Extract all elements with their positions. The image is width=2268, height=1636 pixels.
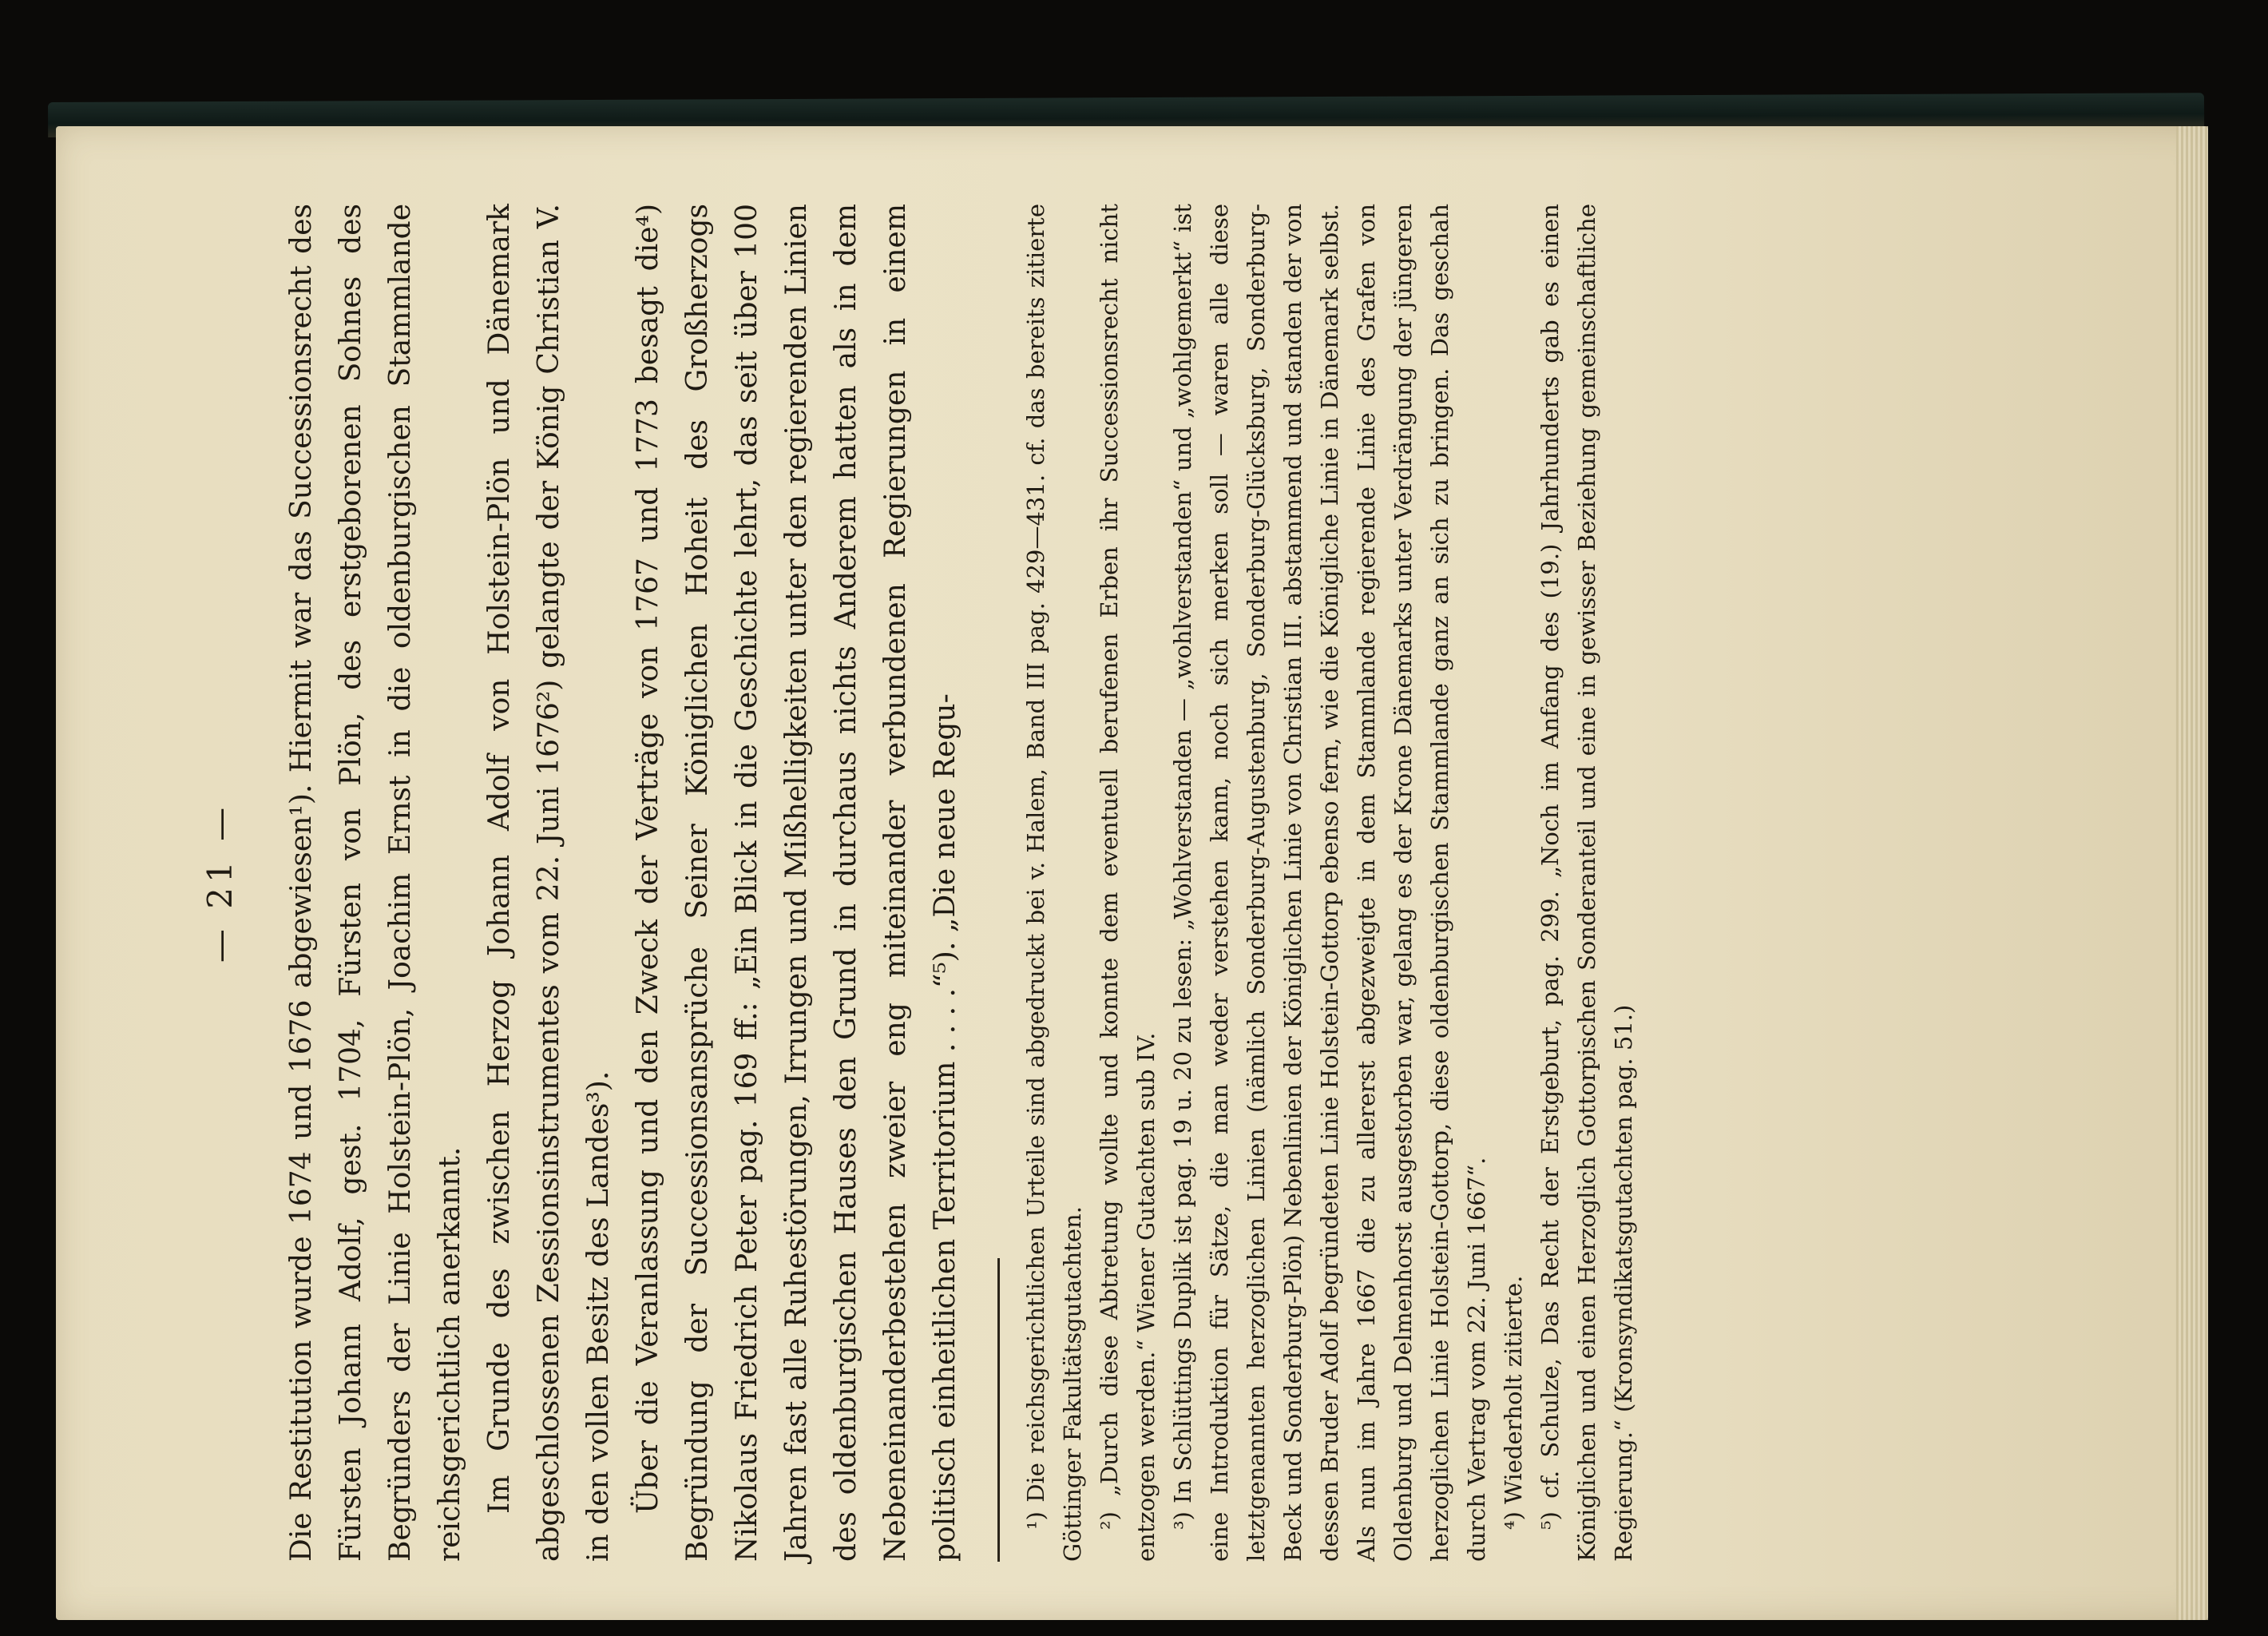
- page-edge: [2176, 126, 2208, 1620]
- footnote-2: ²) „Durch diese Abtretung wollte und konnte dem eventuell berufenen Erben ihr Successionsrecht nicht entzogen werden.“ Wiener Gutachten sub IV.: [1096, 204, 1160, 1562]
- footnote-1: ¹) Die reichsgerichtlichen Urteile sind abgedruckt bei v. Halem, Band III pag. 429—431. cf. das bereits zitierte Göttinger Fakultätsgutachten.: [1022, 204, 1086, 1562]
- paragraph-3: Über die Veranlassung und den Zweck der Verträge von 1767 und 1773 besagt die⁴) Begründung der Successionsansprüche Seiner Königlichen Hoheit des Großherzogs Nikolaus Friedrich Peter pag. 169 ff.: „Ein Blick in die Geschichte lehrt, das seit über 100 Jahren fast alle Ruhestörungen, Irrungen und Mißhelligkeiten unter den regierenden Linien des oldenburgischen Hauses den Grund in durchaus nichts Anderem hatten als in dem Nebeneinanderbestehen zweier eng miteinander verbundenen Regierungen in einem politisch einheitlichen Territorium . . . .“⁵). „Die neue Regu-: [632, 204, 962, 1562]
- footnotes: [1017, 204, 1642, 1562]
- rotated-text-block: [196, 204, 2152, 1562]
- footnote-4: ⁴) Wiederholt zitierte.: [1500, 1275, 1527, 1530]
- footnote-5: ⁵) cf. Schulze, Das Recht der Erstgeburt, pag. 299. „Noch im Anfang des (19.) Jahrhunderts gab es einen Königlichen und einen Herzoglich Gottorpischen Sonderanteil und eine in gewisser Beziehung gemeinschaftliche Regierung.“ (Kronsyndikatsgutachten pag. 51.): [1536, 204, 1637, 1562]
- paragraph-2: Im Grunde des zwischen Herzog Johann Adolf von Holstein-Plön und Dänemark abgeschlossenen Zessionsinstrumentes vom 22. Juni 1676²) gelangte der König Christian V. in den vollen Besitz des Landes³).: [483, 204, 615, 1562]
- page-number: — 21 —: [200, 802, 240, 963]
- footnote-3: ³) In Schlüttings Duplik ist pag. 19 u. 20 zu lesen: „Wohlverstanden — „wohlverstanden“ und „wohlgemerkt“ ist eine Introduktion für Sätze, die man weder verstehen kann, noch sich merken soll — waren alle diese letztgenannten herzoglichen Linien (nämlich Sonderburg-Augustenburg, Sonderburg-Glücksburg, Sonderburg-Beck und Sonderburg-Plön) Nebenlinien der Königlichen Linie von Christian III. abstammend und standen der von dessen Bruder Adolf begründeten Linie Holstein-Gottorp ebenso fern, wie die Königliche Linie in Dänemark selbst. Als nun im Jahre 1667 die zu allererst abgezweigte in dem Stammlande regierende Linie des Grafen von Oldenburg und Delmenhorst ausgestorben war, gelang es der Krone Dänemarks unter Verdrängung der jüngeren herzoglichen Linie Holstein-Gottorp, diese oldenburgischen Stammlande ganz an sich zu bringen. Das geschah durch Vertrag vom 22. Juni 1667“.: [1169, 204, 1490, 1562]
- footnote-rule: [997, 1258, 1000, 1562]
- paragraph-1: Die Restitution wurde 1674 und 1676 abgewiesen¹). Hiermit war das Successionsrecht des Fürsten Johann Adolf, gest. 1704, Fürsten von Plön, des erstgeborenen Sohnes des Begründers der Linie Holstein-Plön, Joachim Ernst in die oldenburgischen Stammlande reichsgerichtlich anerkannt.: [285, 204, 466, 1562]
